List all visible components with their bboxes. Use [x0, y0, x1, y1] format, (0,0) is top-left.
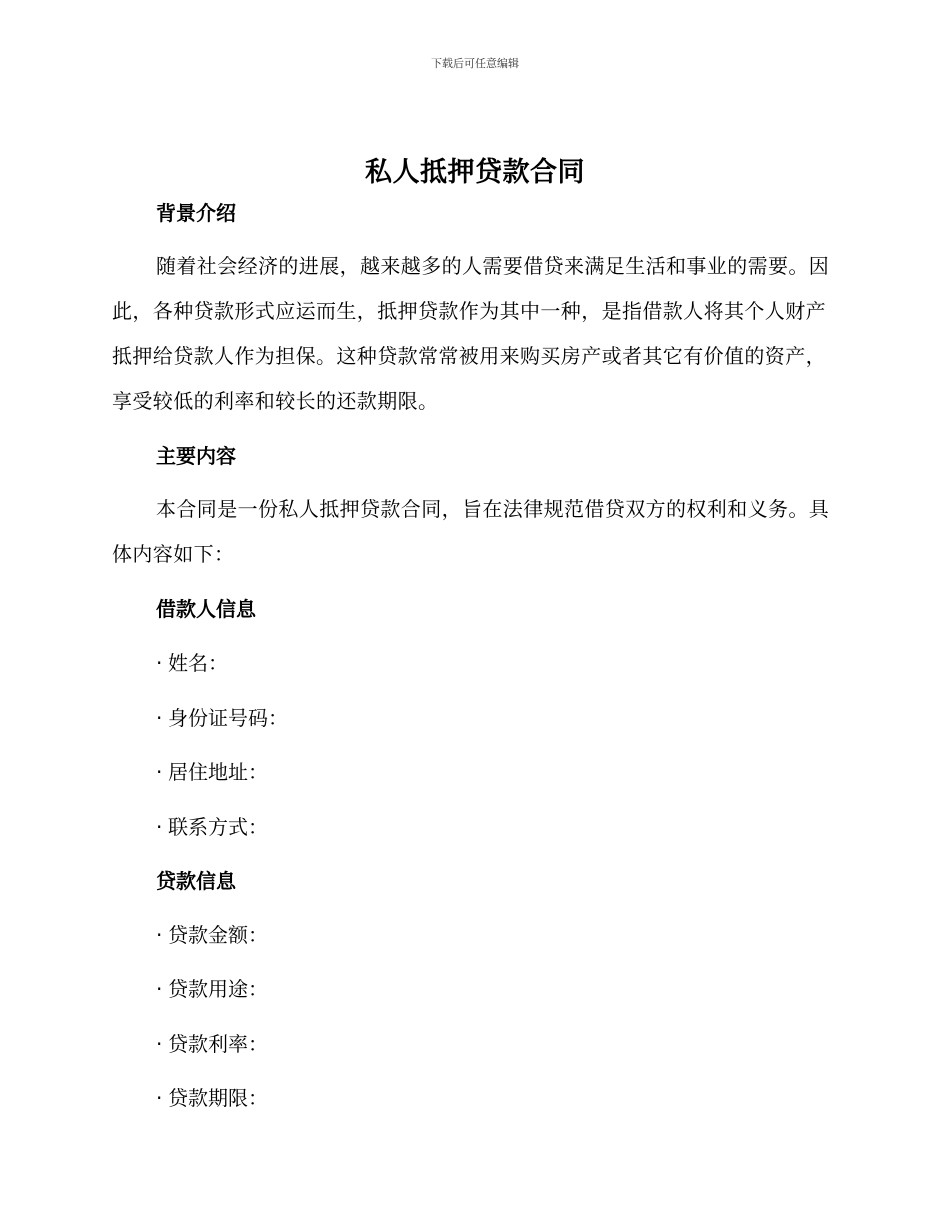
- section-heading-background: 背景介绍: [156, 201, 236, 225]
- section-heading-borrower: 借款人信息: [156, 597, 256, 621]
- bullet-dot: ·: [156, 651, 163, 675]
- borrower-item-label: 姓名：: [168, 651, 228, 675]
- borrower-item-label: 联系方式：: [168, 815, 268, 839]
- bullet-dot: ·: [156, 977, 163, 1001]
- header-note: 下载后可任意编辑: [431, 57, 519, 70]
- bullet-dot: ·: [156, 815, 163, 839]
- bullet-dot: ·: [156, 706, 163, 730]
- bullet-dot: ·: [156, 1086, 163, 1110]
- borrower-item-label: 身份证号码：: [168, 706, 288, 730]
- bullet-dot: ·: [156, 923, 163, 947]
- loan-item-label: 贷款利率：: [168, 1032, 268, 1056]
- bullet-dot: ·: [156, 1032, 163, 1056]
- section-heading-loan: 贷款信息: [156, 869, 236, 893]
- loan-item-purpose: [156, 976, 268, 1002]
- borrower-item-id: [156, 705, 288, 731]
- loan-item-amount: [156, 922, 268, 948]
- section-borrower: [112, 596, 832, 622]
- bullet-dot: ·: [156, 760, 163, 784]
- borrower-item-label: 居住地址：: [168, 760, 268, 784]
- background-paragraph: 随着社会经济的进展，越来越多的人需要借贷来满足生活和事业的需要。因此，各种贷款形式应运而生，抵押贷款作为其中一种，是指借款人将其个人财产抵押给贷款人作为担保。这种贷款常常被用来购买房产或者其它有价值的资产，享受较低的利率和较长的还款期限。: [112, 254, 830, 413]
- document-title: 私人抵押贷款合同: [365, 157, 585, 188]
- main-paragraph: 本合同是一份私人抵押贷款合同，旨在法律规范借贷双方的权利和义务。具体内容如下：: [112, 497, 830, 566]
- borrower-item-address: [156, 759, 268, 785]
- section-background-body: [112, 244, 832, 424]
- section-main: [112, 443, 832, 469]
- section-loan: [112, 868, 832, 894]
- loan-item-label: 贷款用途：: [168, 977, 268, 1001]
- section-heading-main: 主要内容: [156, 444, 236, 468]
- borrower-item-name: [156, 650, 228, 676]
- borrower-item-contact: [156, 814, 268, 840]
- section-background: [112, 200, 832, 226]
- loan-item-label: 贷款金额：: [168, 923, 268, 947]
- loan-item-label: 贷款期限：: [168, 1086, 268, 1110]
- loan-item-term: [156, 1085, 268, 1111]
- loan-item-rate: [156, 1031, 268, 1057]
- section-main-body: [112, 487, 832, 577]
